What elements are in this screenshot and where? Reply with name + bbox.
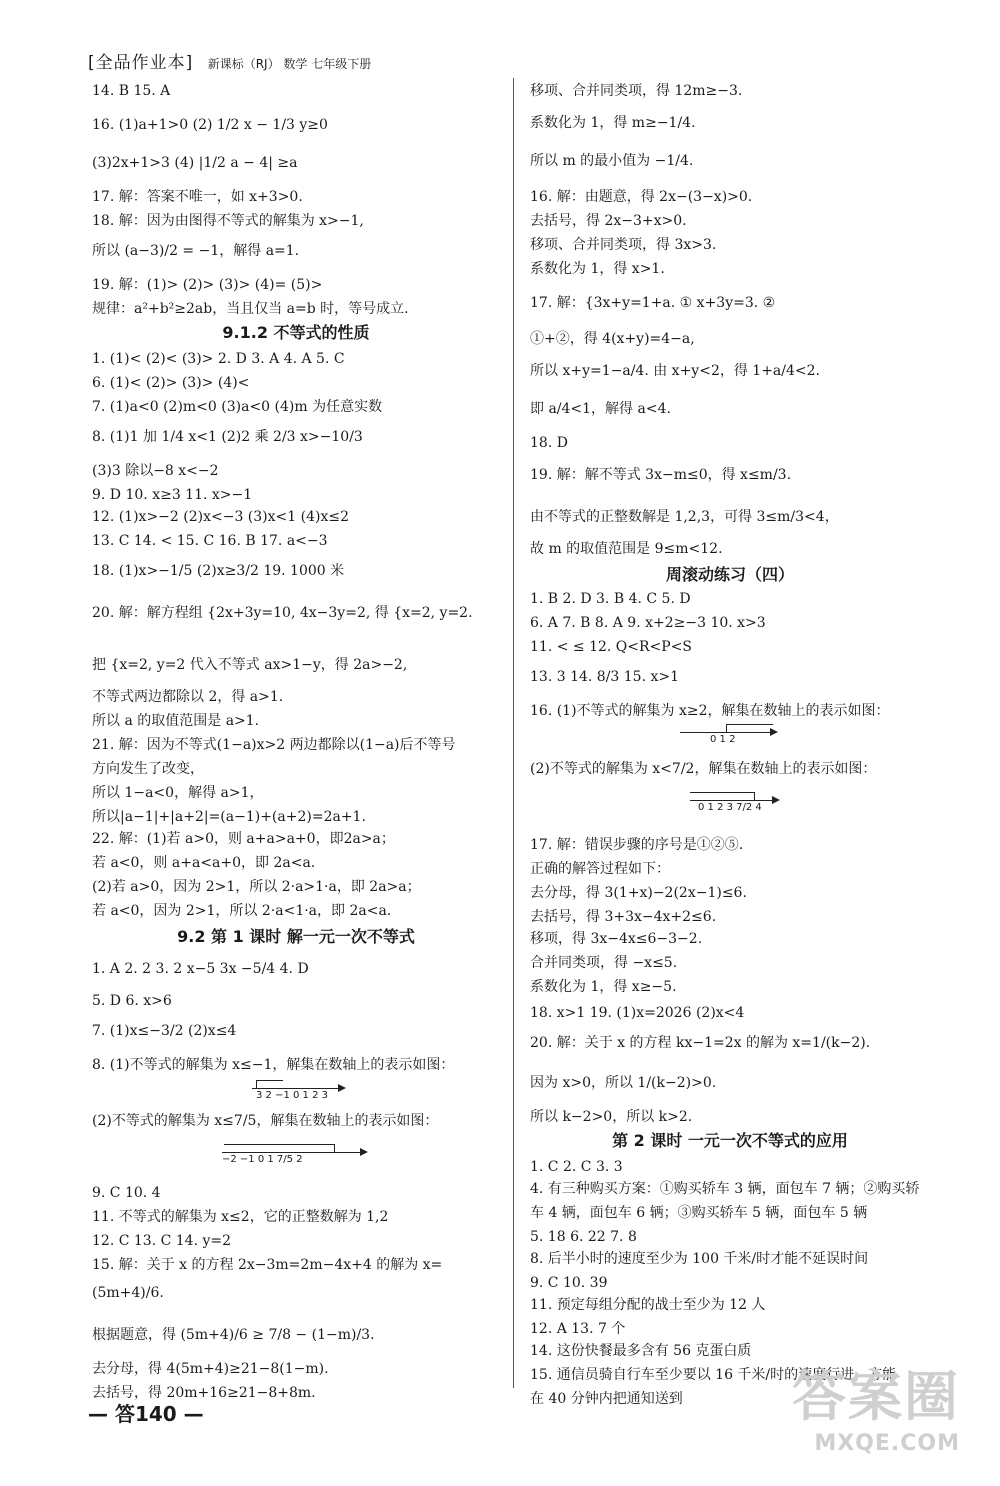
tick-labels: 0 1 2 <box>710 734 736 745</box>
answer-line: 15. 解：关于 x 的方程 2x−3m=2m−4x+4 的解为 x= <box>92 1257 443 1273</box>
answer-line: 8. (1)1 加 1/4 x<1 (2)2 乘 2/3 x>−10/3 <box>92 429 363 445</box>
answer-line: 1. B 2. D 3. B 4. C 5. D <box>530 591 691 607</box>
axis-arrow <box>772 796 780 804</box>
answer-line: 7. (1)x≤−3/2 (2)x≤4 <box>92 1023 237 1039</box>
answer-line: 9. C 10. 4 <box>92 1185 161 1201</box>
answer-line: 系数化为 1，得 x>1. <box>530 261 665 277</box>
answer-line: (5m+4)/6. <box>92 1285 164 1301</box>
axis-arrow <box>770 728 778 736</box>
answer-line: 故 m 的取值范围是 9≤m<12. <box>530 541 723 557</box>
axis-line <box>680 732 772 733</box>
answer-line: 车 4 辆，面包车 6 辆；③购买轿车 5 辆，面包车 5 辆 <box>530 1205 868 1221</box>
answer-line: 12. A 13. 7 个 <box>530 1321 626 1337</box>
answer-line: 18. (1)x>−1/5 (2)x≥3/2 19. 1000 米 <box>92 563 345 579</box>
axis-arrow <box>338 1084 346 1092</box>
answer-line: 19. 解：(1)> (2)> (3)> (4)= (5)> <box>92 277 323 293</box>
answer-line: (2)不等式的解集为 x≤7/5，解集在数轴上的表示如图： <box>92 1113 439 1129</box>
answer-line: 不等式两边都除以 2，得 a>1. <box>92 689 284 705</box>
column-divider <box>513 78 514 1388</box>
answer-line: 22. 解：(1)若 a>0，则 a+a>a+0，即2a>a； <box>92 831 395 847</box>
answer-line: 所以 m 的最小值为 −1/4. <box>530 153 694 169</box>
answer-line: 6. (1)< (2)> (3)> (4)< <box>92 375 250 391</box>
answer-line: 9. D 10. x≥3 11. x>−1 <box>92 487 253 503</box>
answer-line: ①+②，得 4(x+y)=4−a, <box>530 331 695 347</box>
answer-line: 移项、合并同类项，得 12m≥−3. <box>530 83 743 99</box>
answer-line: (3)3 除以−8 x<−2 <box>92 463 219 479</box>
axis-arrow <box>360 1148 368 1156</box>
watermark <box>792 1354 960 1456</box>
number-line-3 <box>680 722 820 748</box>
answer-line: 16. (1)不等式的解集为 x≥2，解集在数轴上的表示如图： <box>530 703 890 719</box>
answer-line: 1. C 2. C 3. 3 <box>530 1159 623 1175</box>
answer-line: 在 40 分钟内把通知送到 <box>530 1391 683 1407</box>
answer-line: 把 {x=2, y=2 代入不等式 ax>1−y，得 2a>−2, <box>92 657 408 673</box>
answer-line: 21. 解：因为不等式(1−a)x>2 两边都除以(1−a)后不等号 <box>92 737 456 753</box>
answer-line: 系数化为 1，得 m≥−1/4. <box>530 115 696 131</box>
answer-line: 所以 (a−3)/2 = −1，解得 a=1. <box>92 243 300 259</box>
answer-line: 17. 解：{3x+y=1+a. ① x+3y=3. ② <box>530 295 776 311</box>
answer-line: 合并同类项，得 −x≤5. <box>530 955 678 971</box>
answer-line: 11. 不等式的解集为 x≤2，它的正整数解为 1,2 <box>92 1209 389 1225</box>
section-title: 9.1.2 不等式的性质 <box>222 323 370 342</box>
answer-line: 16. 解：由题意，得 2x−(3−x)>0. <box>530 189 753 205</box>
answer-line: 5. 18 6. 22 7. 8 <box>530 1229 637 1245</box>
answer-line: 20. 解：关于 x 的方程 kx−1=2x 的解为 x=1/(k−2). <box>530 1035 871 1051</box>
page-header <box>88 48 371 73</box>
answer-line: 8. 后半小时的速度至少为 100 千米/时才能不延误时间 <box>530 1251 869 1267</box>
tick-labels: −2 −1 0 1 7/5 2 <box>222 1154 303 1165</box>
brand-title: [全品作业本] <box>88 53 194 73</box>
answer-line: 若 a<0，则 a+a<a+0，即 2a<a. <box>92 855 316 871</box>
answer-line: 去括号，得 3+3x−4x+2≤6. <box>530 909 717 925</box>
answer-line: 所以|a−1|+|a+2|=(a−1)+(a+2)=2a+1. <box>92 809 366 825</box>
axis-line <box>690 800 774 801</box>
answer-line: 若 a<0，因为 2>1，所以 2·a<1·a，即 2a<a. <box>92 903 392 919</box>
answer-line: 移项、合并同类项，得 3x>3. <box>530 237 717 253</box>
answer-line: 14. 这份快餐最多含有 56 克蛋白质 <box>530 1343 752 1359</box>
answer-line: 正确的解答过程如下： <box>530 861 670 877</box>
answer-line: 17. 解：答案不唯一，如 x+3>0. <box>92 189 303 205</box>
page-number: — 答140 — <box>88 1402 204 1426</box>
answer-line: 4. 有三种购买方案：①购买轿车 3 辆，面包车 7 辆；②购买轿 <box>530 1181 920 1197</box>
axis-line <box>222 1152 362 1153</box>
axis-line <box>252 1088 340 1089</box>
answer-line: 1. (1)< (2)< (3)> 2. D 3. A 4. A 5. C <box>92 351 345 367</box>
answer-line: 规律：a²+b²≥2ab，当且仅当 a=b 时，等号成立. <box>92 301 409 317</box>
answer-line: (2)若 a>0，因为 2>1，所以 2·a>1·a，即 2a>a； <box>92 879 421 895</box>
answer-line: 12. (1)x>−2 (2)x<−3 (3)x<1 (4)x≤2 <box>92 509 349 525</box>
answer-line: 6. A 7. B 8. A 9. x+2≥−3 10. x>3 <box>530 615 766 631</box>
answer-line: 去括号，得 2x−3+x>0. <box>530 213 687 229</box>
answer-line: 17. 解：错误步骤的序号是①②⑤. <box>530 837 744 853</box>
answer-line: 所以 1−a<0，解得 a>1， <box>92 785 264 801</box>
answer-line: 根据题意，得 (5m+4)/6 ≥ 7/8 − (1−m)/3. <box>92 1327 375 1343</box>
answer-line: 去分母，得 4(5m+4)≥21−8(1−m). <box>92 1361 329 1377</box>
answer-line: 因为 x>0，所以 1/(k−2)>0. <box>530 1075 717 1091</box>
number-line-2 <box>222 1142 442 1172</box>
answer-line: 5. D 6. x>6 <box>92 993 172 1009</box>
section-title: 9.2 第 1 课时 解一元一次不等式 <box>177 927 415 946</box>
number-line-1 <box>252 1078 452 1104</box>
tick-labels: 3 2 −1 0 1 2 3 <box>256 1090 328 1101</box>
section-title: 第 2 课时 一元一次不等式的应用 <box>612 1131 848 1150</box>
answer-line: 去分母，得 3(1+x)−2(2x−1)≤6. <box>530 885 747 901</box>
answer-line: (3)2x+1>3 (4) |1/2 a − 4| ≥a <box>92 155 298 171</box>
watermark-logo: 答案圈 <box>792 1365 960 1428</box>
book-meta: 新课标（RJ） 数学 七年级下册 <box>207 57 372 71</box>
answer-line: 18. 解：因为由图得不等式的解集为 x>−1, <box>92 213 364 229</box>
answer-line: 18. D <box>530 435 568 451</box>
answer-line: 20. 解：解方程组 {2x+3y=10, 4x−3y=2, 得 {x=2, y=2. <box>92 605 473 621</box>
answer-line: (2)不等式的解集为 x<7/2，解集在数轴上的表示如图： <box>530 761 877 777</box>
answer-line: 13. C 14. < 15. C 16. B 17. a<−3 <box>92 533 328 549</box>
answer-line: 11. < ≤ 12. Q<R<P<S <box>530 639 693 655</box>
watermark-url: MXQE.COM <box>814 1431 960 1456</box>
tick-labels: 0 1 2 3 7/2 4 <box>698 802 762 813</box>
answer-line: 13. 3 14. 8/3 15. x>1 <box>530 669 680 685</box>
answer-line: 方向发生了改变， <box>92 761 204 777</box>
answer-line: 8. (1)不等式的解集为 x≤−1，解集在数轴上的表示如图： <box>92 1057 455 1073</box>
section-title: 周滚动练习（四） <box>665 565 794 584</box>
answer-line: 由不等式的正整数解是 1,2,3，可得 3≤m/3<4， <box>530 509 839 525</box>
answer-line: 1. A 2. 2 3. 2 x−5 3x −5/4 4. D <box>92 961 309 977</box>
answer-line: 15. 通信员骑自行车至少要以 16 千米/时的速度行进，方能 <box>530 1367 897 1383</box>
answer-line: 14. B 15. A <box>92 83 171 99</box>
answer-line: 系数化为 1，得 x≥−5. <box>530 979 677 995</box>
answer-line: 9. C 10. 39 <box>530 1275 608 1291</box>
answer-line: 去括号，得 20m+16≥21−8+8m. <box>92 1385 316 1401</box>
answer-line: 12. C 13. C 14. y=2 <box>92 1233 232 1249</box>
answer-line: 所以 k−2>0，所以 k>2. <box>530 1109 693 1125</box>
answer-line: 即 a/4<1，解得 a<4. <box>530 401 671 417</box>
answer-line: 19. 解：解不等式 3x−m≤0，得 x≤m/3. <box>530 467 792 483</box>
answer-line: 所以 x+y=1−a/4. 由 x+y<2，得 1+a/4<2. <box>530 363 820 379</box>
answer-line: 所以 a 的取值范围是 a>1. <box>92 713 260 729</box>
answer-line: 18. x>1 19. (1)x=2026 (2)x<4 <box>530 1005 745 1021</box>
answer-line: 移项，得 3x−4x≤6−3−2. <box>530 931 703 947</box>
answer-line: 7. (1)a<0 (2)m<0 (3)a<0 (4)m 为任意实数 <box>92 399 383 415</box>
answer-line: 16. (1)a+1>0 (2) 1/2 x − 1/3 y≥0 <box>92 117 328 133</box>
number-line-4 <box>690 790 830 820</box>
answer-line: 11. 预定每组分配的战士至少为 12 人 <box>530 1297 766 1313</box>
